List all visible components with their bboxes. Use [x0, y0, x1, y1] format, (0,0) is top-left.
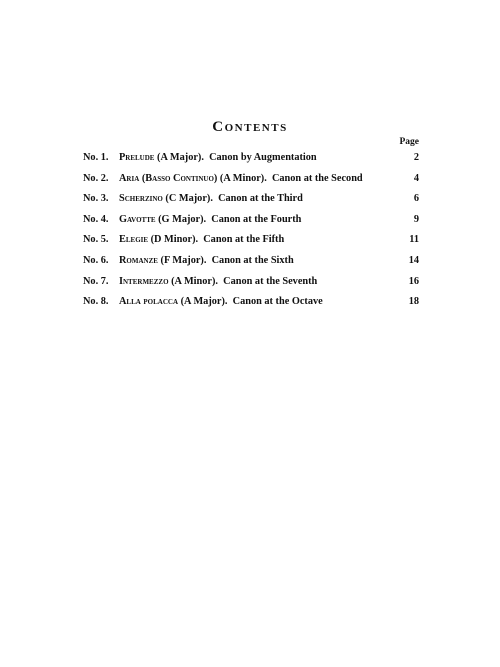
entry-number: No. 7.	[83, 275, 109, 287]
piece-key: (A Major).	[154, 152, 204, 163]
entry-title	[119, 172, 363, 186]
page-number: 11	[409, 234, 419, 246]
piece-key: (F Major).	[157, 254, 207, 266]
toc-entry-8[interactable]	[83, 295, 419, 316]
piece-key: (A Minor).	[168, 275, 218, 287]
page-number: 6	[413, 193, 419, 205]
piece-name: Gavotte	[119, 213, 156, 225]
canon-description: Canon at the Sixth	[211, 254, 294, 266]
piece-key: (A Minor).	[217, 172, 267, 184]
entry-title	[119, 192, 303, 206]
entry-title	[119, 233, 284, 247]
piece-name: Alla polacca	[119, 296, 179, 308]
page-number: 2	[413, 152, 419, 163]
toc-entry-3[interactable]	[83, 192, 419, 213]
piece-name: Romanze	[119, 254, 158, 266]
entry-number: No. 6.	[83, 254, 109, 266]
canon-description: Canon at the Fourth	[211, 213, 302, 225]
entry-title	[119, 275, 317, 289]
entry-title	[119, 151, 317, 165]
entry-number: No. 8.	[83, 296, 109, 308]
toc-entry-6[interactable]	[83, 254, 419, 275]
canon-description: Canon at the Third	[218, 193, 303, 205]
piece-name: Intermezzo	[119, 275, 169, 287]
canon-description: Canon at the Seventh	[223, 275, 318, 287]
table-of-contents	[83, 151, 419, 316]
piece-key: (C Major).	[162, 193, 213, 205]
piece-name: Aria (Basso Continuo)	[119, 172, 218, 184]
page-number: 4	[413, 172, 419, 184]
toc-entry-5[interactable]	[83, 233, 419, 254]
entry-number: No. 4.	[83, 213, 109, 225]
piece-name: Scherzino	[119, 193, 163, 205]
entry-title	[119, 254, 294, 268]
entry-number: No. 5.	[83, 234, 109, 246]
page-number: 14	[408, 254, 419, 266]
page-number: 16	[408, 275, 419, 287]
contents-title: Contents	[212, 119, 288, 135]
piece-key: (D Minor).	[148, 234, 199, 246]
toc-entry-1[interactable]	[83, 151, 419, 172]
canon-description: Canon at the Fifth	[203, 234, 285, 246]
page-number: 9	[413, 213, 419, 225]
page-number: 18	[408, 296, 419, 308]
canon-description: Canon by Augmentation	[209, 152, 317, 163]
piece-name: Elegie	[119, 234, 149, 246]
entry-number: No. 2.	[83, 172, 109, 184]
entry-number: No. 3.	[83, 193, 109, 205]
entry-number: No. 1.	[83, 152, 109, 163]
piece-name: Prelude	[119, 152, 155, 163]
piece-key: (A Major).	[178, 296, 228, 308]
toc-entry-4[interactable]	[83, 213, 419, 234]
entry-title	[119, 213, 301, 227]
entry-title	[119, 295, 323, 309]
toc-entry-2[interactable]	[83, 172, 419, 193]
canon-description: Canon at the Octave	[232, 296, 323, 308]
page-column-label: Page	[399, 137, 419, 147]
toc-entry-7[interactable]	[83, 275, 419, 296]
canon-description: Canon at the Second	[271, 172, 363, 184]
piece-key: (G Major).	[155, 213, 207, 225]
